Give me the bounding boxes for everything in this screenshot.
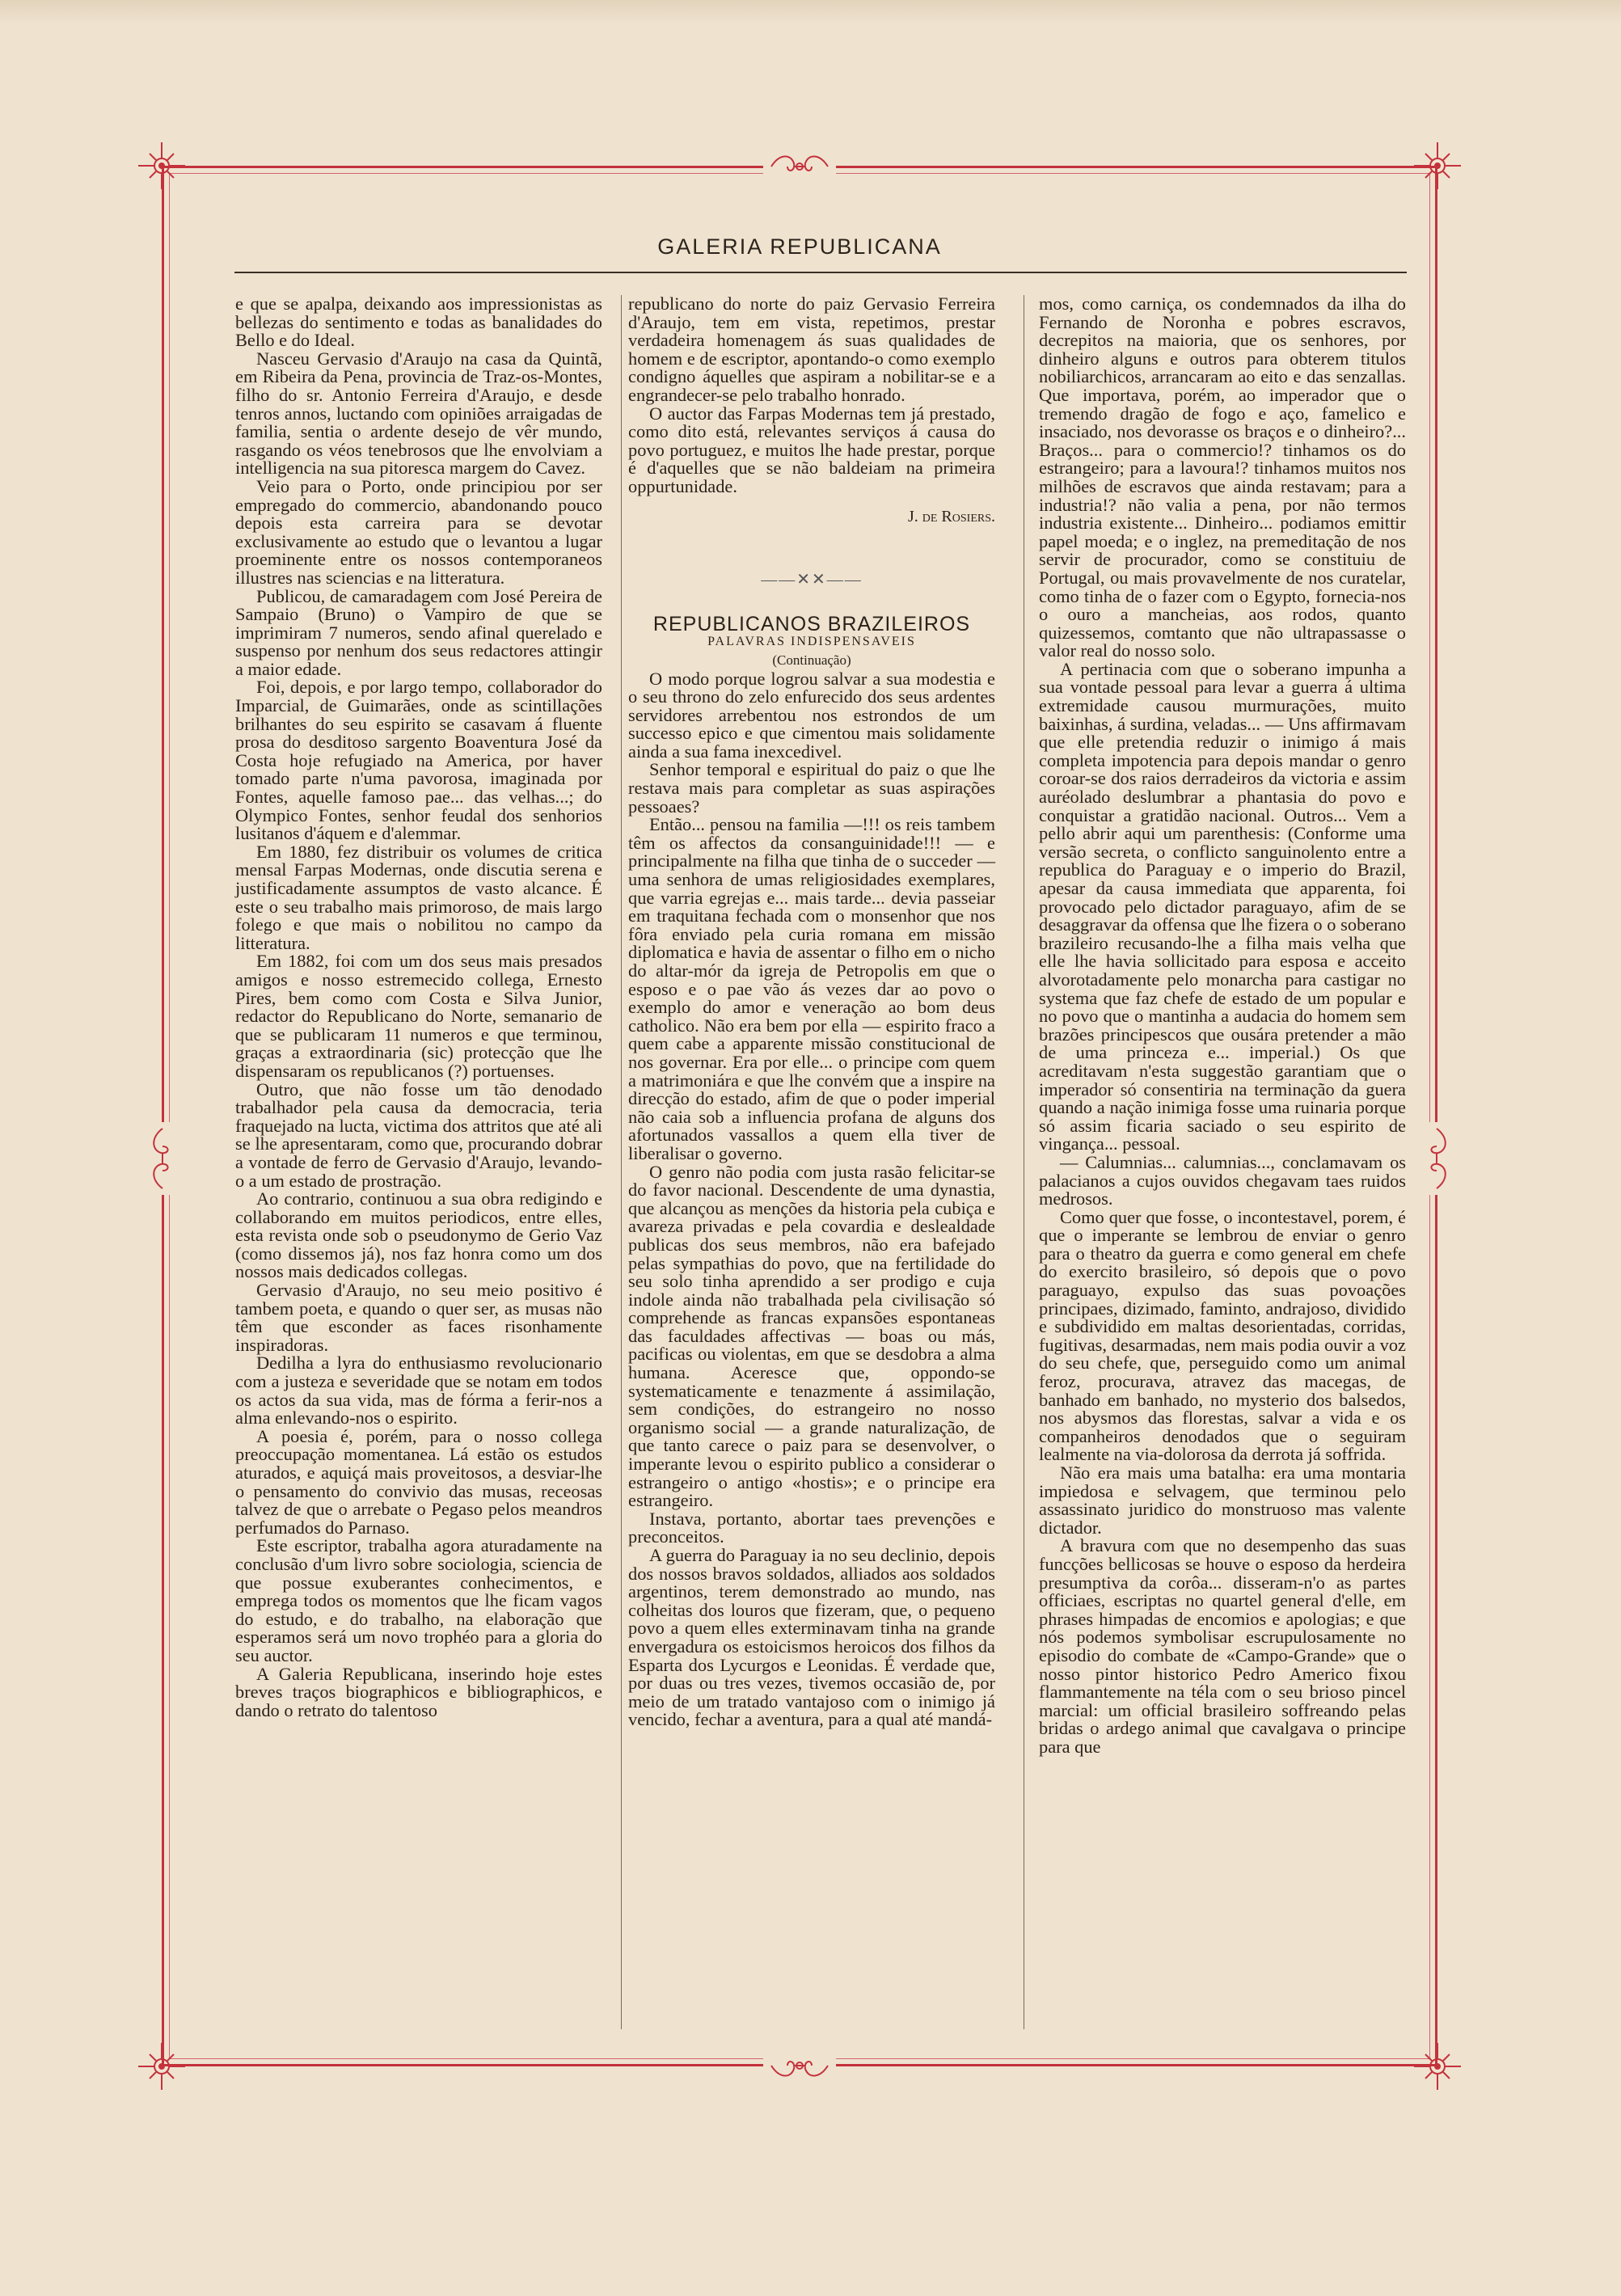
corner-ornament-icon [133, 137, 190, 194]
paragraph: Senhor temporal e espiritual do paiz o que lhe restava mais para completar as suas aspirações pessoaes? [628, 759, 995, 817]
paragraph: Nasceu Gervasio d'Araujo na casa da Quintã, em Ribeira da Pena, provincia de Traz-os-Montes, filho do sr. Antonio Ferreira d'Araujo, e desde tenros annos, luctando com opiniões arraigadas de familia, sentia o ardente desejo de vêr mundo, rasgando os véos tenebrosos que lhe envolviam a intelligencia na sua pitoresca margem do Cavez. [235, 348, 602, 479]
text-column-1 [235, 295, 602, 1720]
paragraph: A Galeria Republicana, inserindo hoje estes breves traços biographicos e bibliographicos, e dando o retrato do talentoso [235, 1663, 602, 1720]
page-header-title: GALERIA REPUBLICANA [657, 234, 942, 259]
paragraph: Publicou, de camaradagem com José Pereira de Sampaio (Bruno) o Vampiro de que se imprimiram 7 numeros, sendo afinal querelado e suspenso por nenhum dos seus redactores attingir a maior edade. [235, 585, 602, 679]
paper-edge [0, 0, 1621, 24]
paragraph: Como quer que fosse, o incontestavel, porem, é que o imperante se lembrou de enviar o genro para o theatro da guerra e como general em chefe do exercito brasileiro, só depois que o povo paraguayo, expulso das suas povoações principaes, dizimado, faminto, andrajoso, dividido e subdividido em maltas desorientadas, corridas, fugitivas, desarmadas, nem mais podia ouvir a voz do seu chefe, que, perseguido como um animal feroz, procurava, atravez das macegas, de banhado em banhado, no mysterio dos balsedos, nos abysmos das florestas, salvar a vida e os companheiros denodados que o seguiram lealmente na via-dolorosa da derrota já soffrida. [1039, 1206, 1406, 1465]
header-rule [234, 272, 1407, 273]
paragraph: A poesia é, porém, para o nosso collega preoccupação momentanea. Lá estão os estudos aturados, e aquiçá mais proveitosos, a desviar-lhe o pensamento do convivio das musas, receosas talvez de que o arrebate o Pegaso pelos meandros perfumados do Parnaso. [235, 1425, 602, 1538]
paragraph: Ao contrario, continuou a sua obra redigindo e collaborando em muitos periodicos, entre elles, esta revista onde sob o pseudonymo de Gerio Vaz (como dissemos já), nos faz honra como um dos nossos mais dedicados collegas. [235, 1188, 602, 1282]
section-divider-ornament: ——✕✕—— [761, 571, 863, 589]
paragraph: A pertinacia com que o soberano impunha a sua vontade pessoal para levar a guerra á ultima extremidade causou murmurações, muito baixinhas, á surdina, veladas... — Uns affirmavam que elle pretendia reduzir o inimigo á mais completa impotencia para depois mandar o genro coroar-se dos raios derradeiros da victoria e assim auréolado deslumbrar a phantasia do povo e conquistar a gratidão nacional. Outros... Vem a pello abrir aqui um parenthesis: (Conforme uma versão secreta, o conflicto sanguinolento entre a republica do Paraguay e o imperio do Brazil, apesar da causa immediata que apparenta, foi provocado pelo dictador paraguayo, afim de se desaggravar da offensa que lhe fizera o o soberano brazileiro recusando-lhe a filha mais velha que elle lhe havia sollicitado para esposa e acceito alvorotadamente pelo monarcha para castigar no systema que faz chefe de estado de um popular e no povo que o mantinha a audacia do homem sem brazões principescos que ousára pretender a mão de uma princeza e... imperial.) Os que acreditavam n'esta suggestão garantiam que o imperador só consentiria na terminação da guera quando a nação inimiga fosse uma ruinaria porque só assim ficaria saciado o seu espirito de vingança... pessoal. [1039, 658, 1406, 1154]
paragraph: O modo porque logrou salvar a sua modestia e o seu throno do zelo enfurecido dos seus ardentes servidores arrebentou nos estrondos de um successo epico e que cimentou mais solidamente ainda a sua fama inexcedivel. [628, 668, 995, 762]
corner-ornament-icon [133, 2038, 190, 2095]
paragraph: Este escriptor, trabalha agora aturadamente na conclusão d'um livro sobre sociologia, sciencia de que possue exuberantes conhecimentos, e emprega todos os momentos que lhe ficam vagos do estudo, e do trabalho, na elaboração que esperamos será um novo trophéo para a gloria do seu auctor. [235, 1535, 602, 1665]
paragraph: Então... pensou na familia —!!! os reis tambem têm os affectos da consanguinidade!!! — e principalmente na filha que tinha de o succeder — uma senhora de umas religiosidades exemplares, que varria egrejas e... mais tarde... devia passeiar em traquitana fechada com o monsenhor que nos fôra enviado pela curia romana em missão diplomatica e havia de assentar o filho em o nicho do altar-mór da igreja de Petropolis em que o esposo e o pae vão ás vezes dar ao povo o exemplo do amor e veneração ao bom deus catholico. Não era bem por ella — espirito fraco a quem cabe a apparente missão constitucional de nos governar. Era por elle... o principe com quem a matrimoniára e que lhe convém que a inspire na direcção do estado, afim de que o poder imperial não caia sob a influencia profana de alguns dos afortunados vassallos a quem ella tiver de liberalisar o governo. [628, 814, 995, 1163]
paragraph: Não era mais uma batalha: era uma montaria impiedosa e selvagem, que terminou pelo assassinato juridico do monstruoso mas valente dictador. [1039, 1462, 1406, 1538]
section-title: REPUBLICANOS BRAZILEIROS [652, 612, 971, 635]
paragraph: A guerra do Paraguay ia no seu declinio, depois dos nossos bravos soldados, alliados aos soldados argentinos, terem demonstrado ao mundo, nas colheitas dos louros que fizeram, que, o pequeno povo a quem elles exterminavam tinha na grande envergadura os estoicismos heroicos dos filhos da Esparta dos Lycurgos e Leonidas. É verdade que, por duas ou tres vezes, tivemos occasião de, por meio de um tratado vantajoso com o inimigo já vencido, fechar a aventura, para a qual até mandá- [628, 1545, 995, 1730]
top-scroll-ornament-icon [763, 149, 836, 184]
corner-ornament-icon [1409, 2038, 1466, 2095]
paragraph: O genro não podia com justa rasão felicitar-se do favor nacional. Descendente de uma dynastia, que alcançou as menções da historia pela cubiça e avareza privadas e pela covardia e deslealdade publicas dos seus membros, não era bafejado pelas sympathias do povo, que na fertilidade do seu solo tinha aprendido a ser prodigo e cuja indole ainda não trabalhada pela civilisação só comprehende as francas expansões espontaneas das faculdades affectivas — boas ou más, pacificas ou violentas, em que se desdobra a alma humana. Aceresce que, oppondo-se systematicamente e tenazmente á assimilação, sem condições, do estrangeiro no nosso organismo social — a grande naturalização, de que tanto carece o paiz para se desenvolver, o imperante levou o espirito publico a considerar o estrangeiro o antigo «hostis»; e o principe era estrangeiro. [628, 1161, 995, 1511]
paragraph: mos, como carniça, os condemnados da ilha do Fernando de Noronha e pobres escravos, decrepitos na maioria, que os senhores, por dinheiro alguns e outros para obterem titulos nobiliarchicos, arrancaram ao eito e das senzallas. Que importava, porém, ao imperador que o tremendo dragão de fogo e aço, famelico e insaciado, nos devorasse os braços e o dinheiro?... Braços... para o commercio!? tinhamos os do estrangeiro; para a lavoura!? tinhamos muitos nos milhões de escravos que ainda restavam; para a industria!? não valia a pena, por não termos industria existente... Dinheiro... podiamos emittir papel moeda; e o inglez, na premeditação de nos servir de procurador, como se constituiu de Portugal, ou mais provavelmente de nos curatelar, como tinha de o fazer com o Egypto, fornecia-nos o ouro a mancheias, aos rodos, quanto quizessemos, comtanto que não ultrapassasse o valor real do nosso solo. [1039, 293, 1406, 661]
section-continuation: (Continuação) [772, 652, 851, 668]
paragraph: Em 1882, foi com um dos seus mais presados amigos e nosso estremecido collega, Ernesto Pires, bem como com Costa e Silva Junior, redactor do Republicano do Norte, semanario de que se publicaram 11 numeros e que terminou, graças a extraordinaria (sic) protecção que lhe dispensaram os republicanos (?) portuenses. [235, 951, 602, 1081]
bottom-scroll-ornament-icon [763, 2048, 836, 2083]
text-column-3 [1039, 295, 1406, 1757]
paragraph: Gervasio d'Araujo, no seu meio positivo é tambem poeta, e quando o quer ser, as musas não têm que esconder as faces risonhamente inspiradoras. [235, 1280, 602, 1355]
paragraph: Em 1880, fez distribuir os volumes de critica mensal Farpas Modernas, onde discutia serena e justificadamente assumptos de vasto alcance. É este o seu trabalho mais primoroso, de mais largo folego e que mais o nobilitou no campo da litteratura. [235, 841, 602, 953]
paragraph: Foi, depois, e por largo tempo, collaborador do Imparcial, de Guimarães, onde as scintillações brilhantes do seu espirito se casavam á fluente prosa do desditoso sargento Boaventura José da Costa hoje refugiado na America, por haver tomado parte n'uma pavorosa, imaginada por Fontes, aquelle famoso pae... das velhas...; do Olympico Fontes, senhor feudal dos senhorios lusitanos d'áquem e d'alemmar. [235, 677, 602, 844]
paragraph: Veio para o Porto, onde principiou por ser empregado do commercio, abandonando pouco depois esta carreira para se devotar exclusivamente ao estudo que o levantou a lugar proeminente entre os nossos contemporaneos illustres nas sciencias e na litteratura. [235, 475, 602, 588]
left-side-ornament-icon [148, 1122, 177, 1195]
section-subtitle: PALAVRAS INDISPENSAVEIS [707, 635, 916, 649]
author-signature: J. de Rosiers. [907, 507, 995, 525]
column-divider [621, 295, 622, 2029]
paragraph: Instava, portanto, abortar taes prevenções e preconceitos. [628, 1508, 995, 1547]
corner-ornament-icon [1409, 137, 1466, 194]
paragraph: O auctor das Farpas Modernas tem já prestado, como dito está, relevantes serviços á causa do povo portuguez, e muitos lhe hade prestar, porque é d'aquelles que se não baldeiam na primeira oppurtunidade. [628, 403, 995, 496]
paragraph: Outro, que não fosse um tão denodado trabalhador pela causa da democracia, teria fraquejado na lucta, victima dos attritos que até ali se lhe apresentaram, como que, procurando dobrar a vontade de ferro de Gervasio d'Araujo, levando-o a um estado de prostração. [235, 1078, 602, 1191]
paragraph: — Calumnias... calumnias..., conclamavam os palacianos a cujos ouvidos chegavam taes ruidos medrosos. [1039, 1151, 1406, 1209]
paragraph: Dedilha a lyra do enthusiasmo revolucionario com a justeza e severidade que se notam em todos os actos da sua vida, mas de fórma a ferir-nos a alma enlevando-nos o espirito. [235, 1353, 602, 1429]
paragraph: A bravura com que no desempenho das suas funcções bellicosas se houve o esposo da herdeira presumptiva da corôa... disseram-n'o as partes officiaes, escriptas no quartel general d'elle, em phrases himpadas de encomios e apologias; e que nós podemos symbolisar escrupulosamente no episodio do combate de «Campo-Grande» que o nosso pintor historico Pedro Americo fixou flammantemente na téla com o seu brioso pincel marcial: um official brasileiro soffreando pelas bridas o ardego animal que cavalgava o principe para que [1039, 1535, 1406, 1757]
text-column-2 [628, 295, 995, 1729]
paragraph: e que se apalpa, deixando aos impressionistas as bellezas do sentimento e todas as banalidades do Bello e do Ideal. [235, 293, 602, 351]
paragraph: republicano do norte do paiz Gervasio Ferreira d'Araujo, tem em vista, repetimos, prestar verdadeira homenagem ás suas qualidades de homem e de escriptor, apontando-o como exemplo condigno áquelles que aspiram a nobilitar-se e a engrandecer-se pelo trabalho honrado. [628, 293, 995, 405]
right-side-ornament-icon [1422, 1122, 1451, 1195]
